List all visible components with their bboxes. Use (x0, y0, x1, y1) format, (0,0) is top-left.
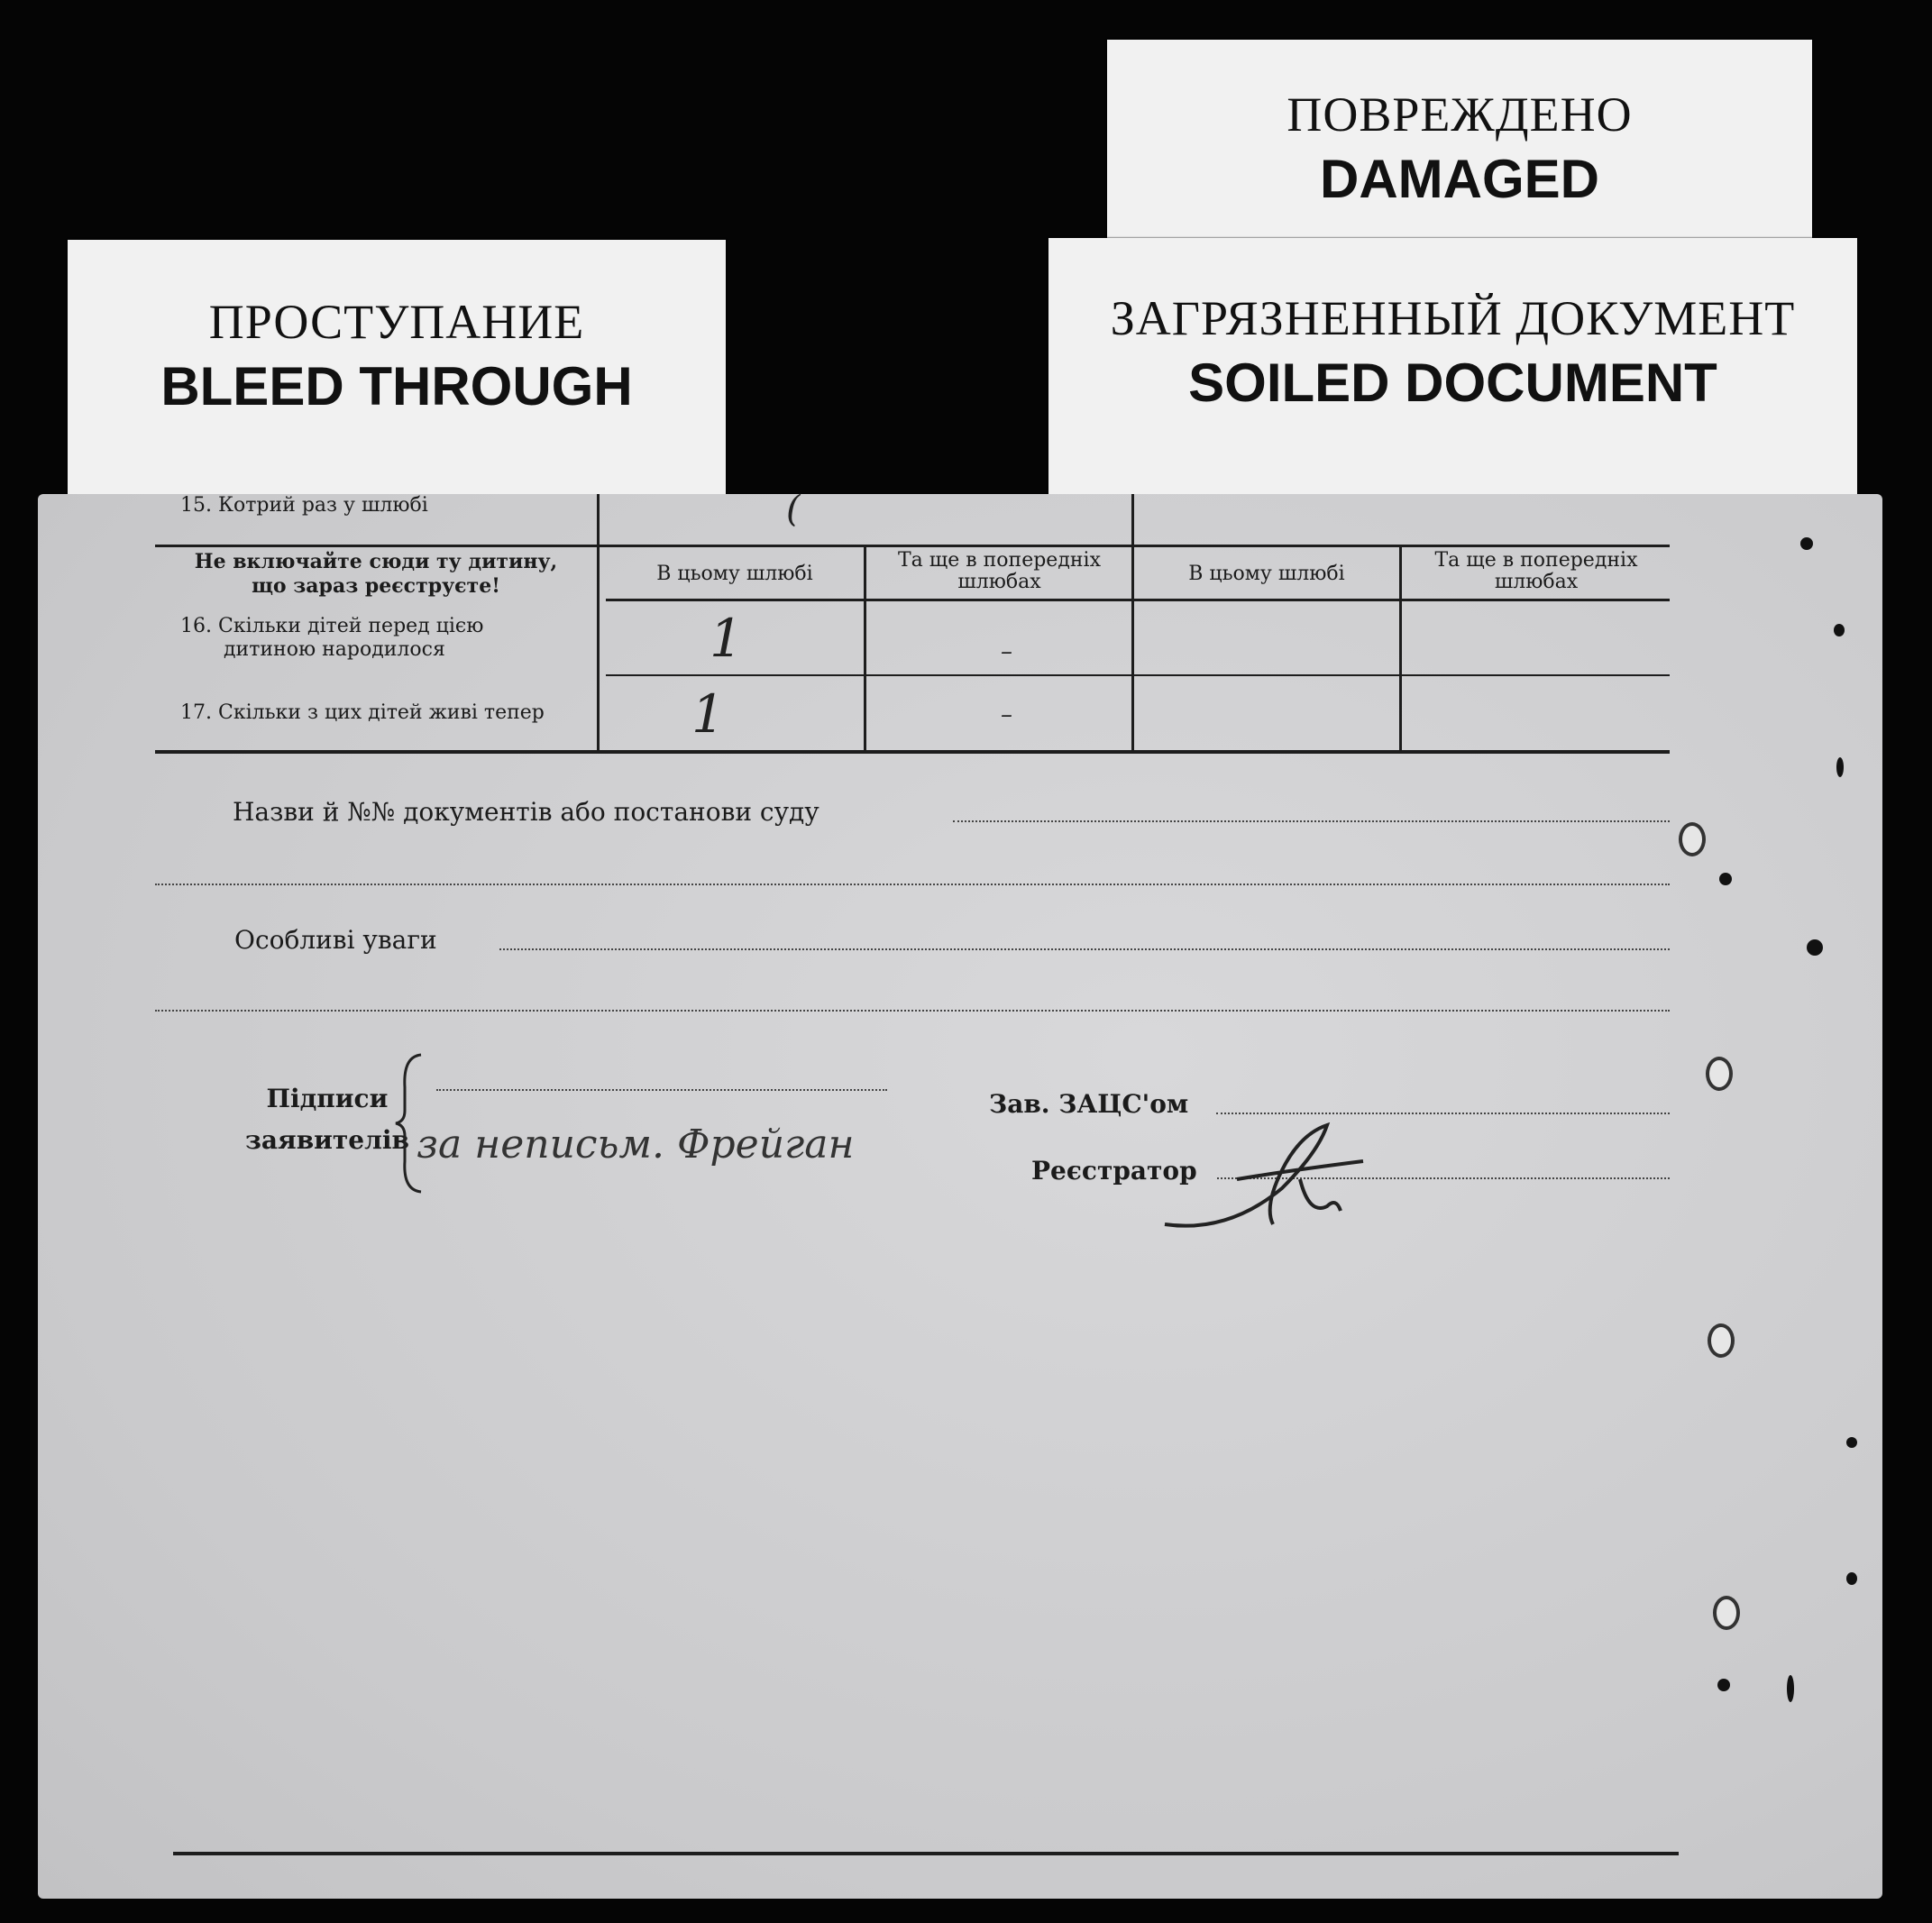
column-header-this-marriage-1: В цьому шлюбі (656, 563, 813, 585)
row-15-label: 15. Котрий раз у шлюбі (180, 494, 428, 517)
remarks-field-line (499, 948, 1670, 950)
documents-label: Назви й №№ документів або постанови суду (233, 797, 819, 827)
damaged-tag (1107, 40, 1812, 256)
bleed-through-tag-en: BLEED THROUGH (160, 356, 633, 417)
soiled-document-tag (1048, 238, 1857, 499)
table-note-line-1: Не включайте сюди ту дитину, (194, 550, 558, 573)
table-divider-main (597, 494, 600, 752)
speck (1846, 1572, 1857, 1585)
row-17-value: 1 (691, 683, 725, 745)
column-header-previous-2 (1403, 550, 1670, 593)
registrar-label: Реєстратор (1031, 1156, 1197, 1186)
speck (1717, 1679, 1730, 1691)
registrar-signature (1147, 1107, 1399, 1242)
table-rule-bottom (155, 750, 1670, 754)
remarks-field-line-2 (155, 1010, 1670, 1012)
documents-field-line-2 (155, 884, 1670, 885)
form-page (38, 489, 1882, 1899)
binding-hole (1713, 1596, 1740, 1630)
damaged-tag-ru: ПОВРЕЖДЕНО (1286, 87, 1633, 142)
remarks-label: Особливі уваги (234, 925, 437, 955)
speck (1787, 1675, 1794, 1702)
row-17-previous-value: – (1001, 701, 1012, 728)
binding-hole (1679, 822, 1706, 856)
row-16-label-line-2: дитиною народилося (224, 638, 445, 661)
column-header-previous-2-line-2: шлюбах (1494, 571, 1579, 593)
speck (1807, 939, 1823, 956)
documents-field-line (953, 820, 1670, 822)
table-rule-top (155, 545, 1670, 547)
bleed-through-tag-ru: ПРОСТУПАНИЕ (208, 295, 585, 349)
table-divider-3 (1399, 546, 1402, 752)
signatures-label (245, 1078, 409, 1161)
row-16-label-line-1: 16. Скільки дітей перед цією (180, 615, 484, 637)
speck (1834, 624, 1845, 636)
head-of-registry-label: Зав. ЗАЦС'ом (989, 1089, 1189, 1119)
row-16-value: 1 (710, 608, 743, 669)
binding-hole (1708, 1323, 1735, 1358)
column-header-previous-1-line-2: шлюбах (957, 571, 1041, 593)
column-header-this-marriage-2: В цьому шлюбі (1188, 563, 1345, 585)
soiled-document-tag-en: SOILED DOCUMENT (1188, 353, 1717, 413)
table-rule-header (606, 599, 1670, 601)
signatures-label-line-1: Підписи (266, 1084, 389, 1113)
column-header-previous-1-line-1: Та ще в попередніх (898, 549, 1101, 572)
signatures-label-line-2: заявителів (245, 1125, 409, 1155)
table-divider-1 (864, 546, 866, 752)
speck (1846, 1437, 1857, 1448)
binding-hole (1706, 1057, 1733, 1091)
damaged-tag-en: DAMAGED (1320, 149, 1599, 209)
row-17-label: 17. Скільки з цих дітей живі тепер (180, 701, 545, 724)
bleed-through-tag (68, 240, 726, 501)
row-15-value: ( (786, 489, 801, 530)
table-note (164, 550, 588, 599)
applicant-signature: за неписьм. Фрейган (417, 1122, 855, 1168)
speck (1800, 537, 1813, 550)
table-rule-row16 (606, 674, 1670, 676)
speck (1719, 873, 1732, 885)
soiled-document-tag-ru: ЗАГРЯЗНЕННЫЙ ДОКУМЕНТ (1110, 291, 1796, 345)
bottom-rule (173, 1852, 1679, 1855)
table-divider-2 (1131, 494, 1134, 752)
column-header-previous-1 (867, 550, 1131, 593)
row-16-previous-value: – (1001, 638, 1012, 665)
row-16-label (180, 615, 483, 662)
signature-line-1 (436, 1089, 887, 1091)
column-header-previous-2-line-1: Та ще в попередніх (1434, 549, 1638, 572)
table-note-line-2: що зараз реєструєте! (252, 574, 500, 598)
speck (1836, 757, 1844, 777)
